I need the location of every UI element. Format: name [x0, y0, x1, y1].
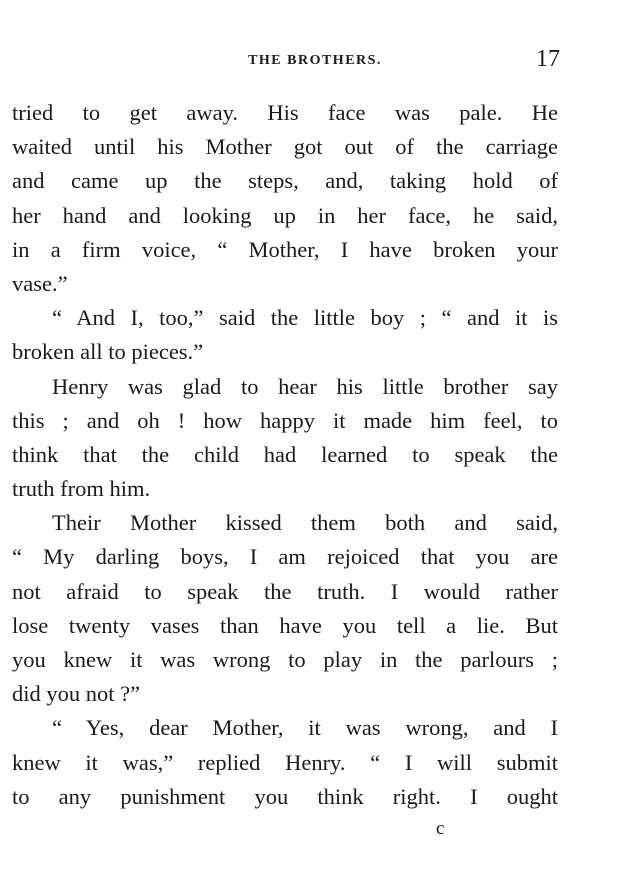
text-line: and came up the steps, and, taking hold of — [12, 168, 558, 194]
text-line: her hand and looking up in her face, he said, — [12, 202, 558, 228]
text-line: to any punishment you think right. I ought — [12, 783, 558, 809]
running-title: THE BROTHERS. — [248, 53, 382, 68]
text-line: “ And I, too,” said the little boy ; “ and it is — [52, 305, 558, 331]
text-line: not afraid to speak the truth. I would rather — [12, 578, 558, 604]
text-line: Henry was glad to hear his little brother say — [52, 373, 558, 399]
text-line: this ; and oh ! how happy it made him feel, to — [12, 407, 558, 433]
text-line: Their Mother kissed them both and said, — [52, 510, 558, 536]
text-line: in a firm voice, “ Mother, I have broken your — [12, 236, 558, 262]
text-line: tried to get away. His face was pale. He — [12, 100, 558, 125]
text-line: knew it was,” replied Henry. “ I will submit — [12, 749, 558, 775]
text-line: waited until his Mother got out of the carriage — [12, 134, 558, 160]
text-line: broken all to pieces.” — [12, 339, 204, 365]
text-line: truth from him. — [12, 476, 151, 502]
page-number: 17 — [536, 46, 560, 72]
text-line: “ My darling boys, I am rejoiced that you are — [12, 544, 558, 570]
body-text — [12, 96, 558, 814]
signature-mark: c — [436, 818, 445, 839]
text-line: you knew it was wrong to play in the parlours ; — [12, 647, 558, 672]
text-line: did you not ?” — [12, 681, 141, 707]
text-line: “ Yes, dear Mother, it was wrong, and I — [52, 715, 558, 741]
text-line: think that the child had learned to speak the — [12, 441, 558, 467]
text-line: vase.” — [12, 270, 68, 296]
text-line: lose twenty vases than have you tell a lie. But — [12, 612, 558, 638]
